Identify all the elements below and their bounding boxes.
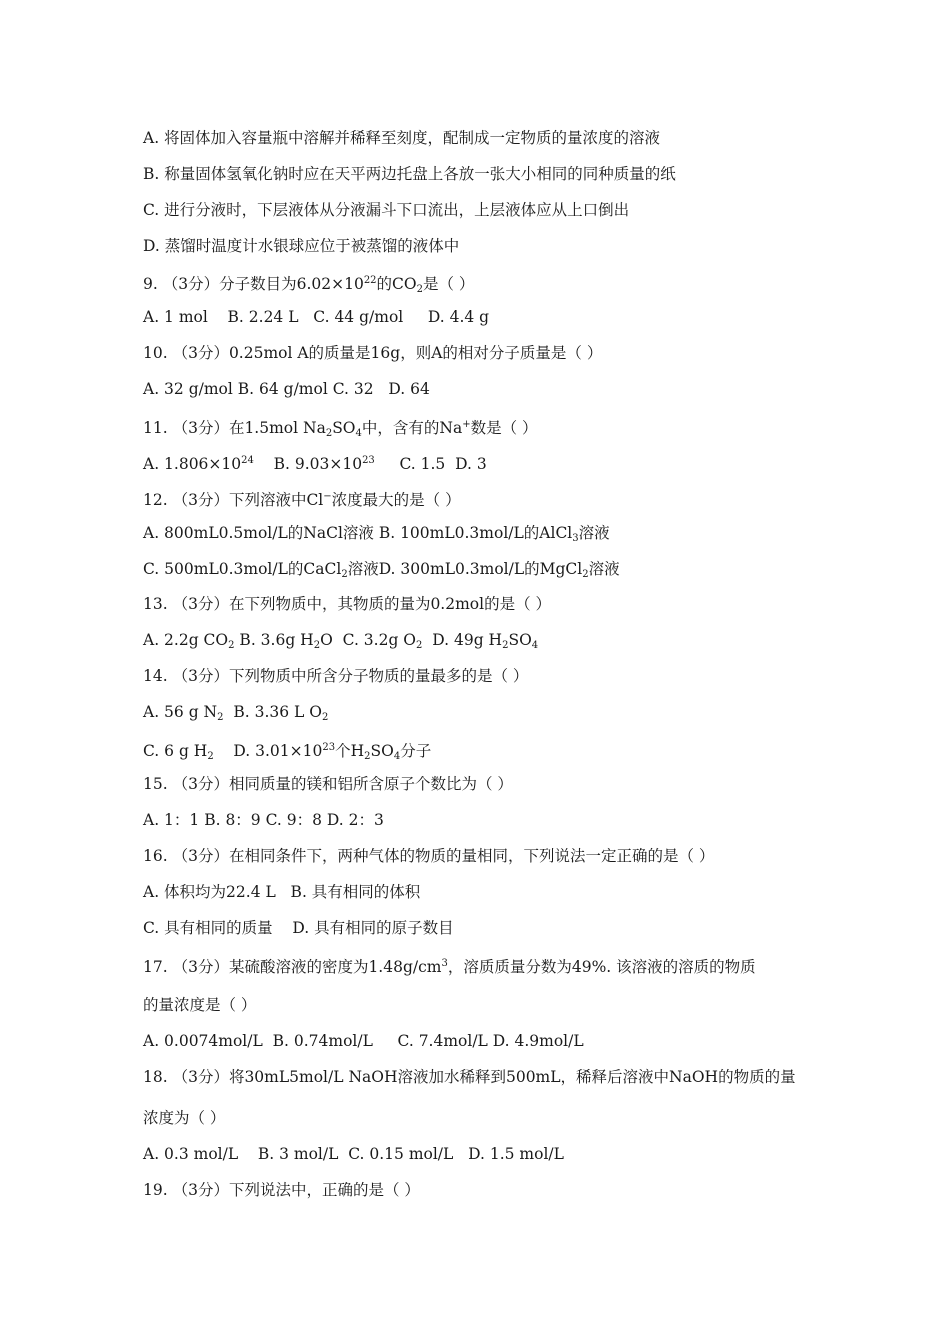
q11-stem	[143, 415, 910, 444]
q12-options-cd	[143, 559, 910, 585]
q9-stem	[143, 271, 910, 300]
subscript: 3	[572, 533, 579, 544]
text: 分子	[400, 742, 432, 760]
q10-options	[143, 379, 910, 399]
text: B. 3.36 L O	[223, 703, 322, 721]
q14-stem	[143, 666, 910, 686]
text: B. 9.03×10	[273, 455, 363, 473]
text: 12. （3分）下列溶液中Cl	[143, 491, 324, 509]
text: A. 32 g/mol B. 64 g/mol C. 32 D. 64	[143, 380, 430, 398]
text: A. 2.2g CO	[143, 631, 229, 649]
subscript: 4	[355, 428, 362, 439]
q12-options-ab	[143, 523, 910, 549]
q14-options-ab	[143, 702, 910, 728]
q13-stem	[143, 594, 910, 614]
text: 是（ ）	[423, 275, 475, 293]
text: 溶液	[578, 524, 610, 542]
exponent: 23	[322, 742, 336, 753]
subscript: 4	[393, 751, 401, 762]
q9-options	[143, 307, 910, 327]
text: A. 56 g N	[143, 703, 218, 721]
text: D. 3.01×10	[213, 742, 323, 760]
subscript: 2	[313, 640, 321, 651]
q8-option-b	[143, 164, 910, 184]
text: A. 0.0074mol/L B. 0.74mol/L C. 7.4mol/L D. 4.9mol/L	[143, 1032, 584, 1050]
q10-stem	[143, 343, 910, 363]
superscript: +	[462, 419, 471, 430]
text: 9. （3分）分子数目为6.02×10	[143, 275, 364, 293]
text: 19. （3分）下列说法中，正确的是（ ）	[143, 1181, 420, 1199]
q18-stem	[143, 1067, 910, 1087]
text: A. 体积均为22.4 L B. 具有相同的体积	[143, 883, 421, 901]
text: 11. （3分）在1.5mol Na	[143, 419, 326, 437]
text: A. 1.806×10	[143, 455, 242, 473]
subscript: 2	[217, 712, 224, 723]
q14-options-cd	[143, 738, 910, 767]
q16-options-ab	[143, 882, 910, 902]
exponent: 23	[362, 455, 375, 466]
text: A. 800mL0.5mol/L的NaCl溶液 B. 100mL0.3mol/L的AlCl	[143, 524, 573, 542]
text: 溶液	[588, 560, 620, 578]
text: 14. （3分）下列物质中所含分子物质的量最多的是（ ）	[143, 667, 529, 685]
q17-stem	[143, 954, 910, 977]
text: 16. （3分）在相同条件下，两种气体的物质的量相同，下列说法一定正确的是（ ）	[143, 847, 715, 865]
text: A. 将固体加入容量瓶中溶解并稀释至刻度，配制成一定物质的量浓度的溶液	[143, 129, 661, 147]
q17-stem-cont	[143, 995, 910, 1015]
text: 15. （3分）相同质量的镁和铝所含原子个数比为（ ）	[143, 775, 513, 793]
q18-stem-cont	[143, 1108, 910, 1128]
text: B. 3.6g H	[234, 631, 314, 649]
q12-stem	[143, 487, 910, 510]
text: A. 1：1 B. 8：9 C. 9：8 D. 2：3	[143, 811, 384, 829]
subscript: 2	[582, 569, 589, 580]
text: 的CO	[376, 275, 417, 293]
text: C. 具有相同的质量 D. 具有相同的原子数目	[143, 919, 454, 937]
text: 18. （3分）将30mL5mol/L NaOH溶液加水稀释到500mL，稀释后溶液中NaOH的物质的量	[143, 1068, 796, 1086]
q16-stem	[143, 846, 910, 866]
text: 溶液D. 300mL0.3mol/L的MgCl	[347, 560, 583, 578]
text: 数是（ ）	[470, 419, 538, 437]
text: O C. 3.2g O	[320, 631, 417, 649]
text: C. 6 g H	[143, 742, 208, 760]
exponent: 22	[363, 275, 377, 286]
q15-stem	[143, 774, 910, 794]
q13-options	[143, 630, 910, 656]
text: 中，含有的Na	[361, 419, 463, 437]
text: SO	[332, 419, 356, 437]
text: C. 进行分液时，下层液体从分液漏斗下口流出，上层液体应从上口倒出	[143, 201, 630, 219]
q8-option-a	[143, 128, 910, 148]
subscript: 2	[325, 428, 333, 439]
exponent: 24	[241, 455, 254, 466]
superscript: −	[323, 491, 332, 502]
text: A. 1 mol B. 2.24 L C. 44 g/mol D. 4.4 g	[143, 308, 490, 326]
subscript: 2	[416, 284, 423, 295]
text: C. 1.5 D. 3	[399, 455, 487, 473]
text: C. 500mL0.3mol/L的CaCl	[143, 560, 342, 578]
text: 个H	[335, 742, 365, 760]
q17-options	[143, 1031, 910, 1051]
subscript: 2	[364, 751, 371, 762]
subscript: 4	[531, 640, 539, 651]
superscript: 3	[441, 958, 448, 969]
text: 13. （3分）在下列物质中，其物质的量为0.2mol的是（ ）	[143, 595, 552, 613]
text: 浓度最大的是（ ）	[331, 491, 461, 509]
text: A. 0.3 mol/L B. 3 mol/L C. 0.15 mol/L D. 1.5 mol/L	[143, 1145, 564, 1163]
q11-options	[143, 451, 910, 474]
text: 的量浓度是（ ）	[143, 996, 257, 1014]
text: 10. （3分）0.25mol A的质量是16g，则A的相对分子质量是（ ）	[143, 344, 603, 362]
q18-options	[143, 1144, 910, 1164]
q19-stem	[143, 1180, 910, 1200]
q8-option-c	[143, 200, 910, 220]
subscript: 2	[228, 640, 235, 651]
text: ，溶质质量分数为49%. 该溶液的溶质的物质	[447, 958, 756, 976]
text: 17. （3分）某硫酸溶液的密度为1.48g/cm	[143, 958, 442, 976]
subscript: 2	[321, 712, 329, 723]
q8-option-d	[143, 236, 910, 256]
text: SO	[370, 742, 394, 760]
subscript: 2	[207, 751, 214, 762]
q16-options-cd	[143, 918, 910, 938]
subscript: 2	[416, 640, 423, 651]
subscript: 2	[341, 569, 348, 580]
text: 浓度为（ ）	[143, 1109, 226, 1127]
q15-options	[143, 810, 910, 830]
text: D. 49g H	[422, 631, 503, 649]
text: B. 称量固体氢氧化钠时应在天平两边托盘上各放一张大小相同的同种质量的纸	[143, 165, 676, 183]
text: D. 蒸馏时温度计水银球应位于被蒸馏的液体中	[143, 237, 460, 255]
text: SO	[508, 631, 532, 649]
subscript: 2	[502, 640, 509, 651]
